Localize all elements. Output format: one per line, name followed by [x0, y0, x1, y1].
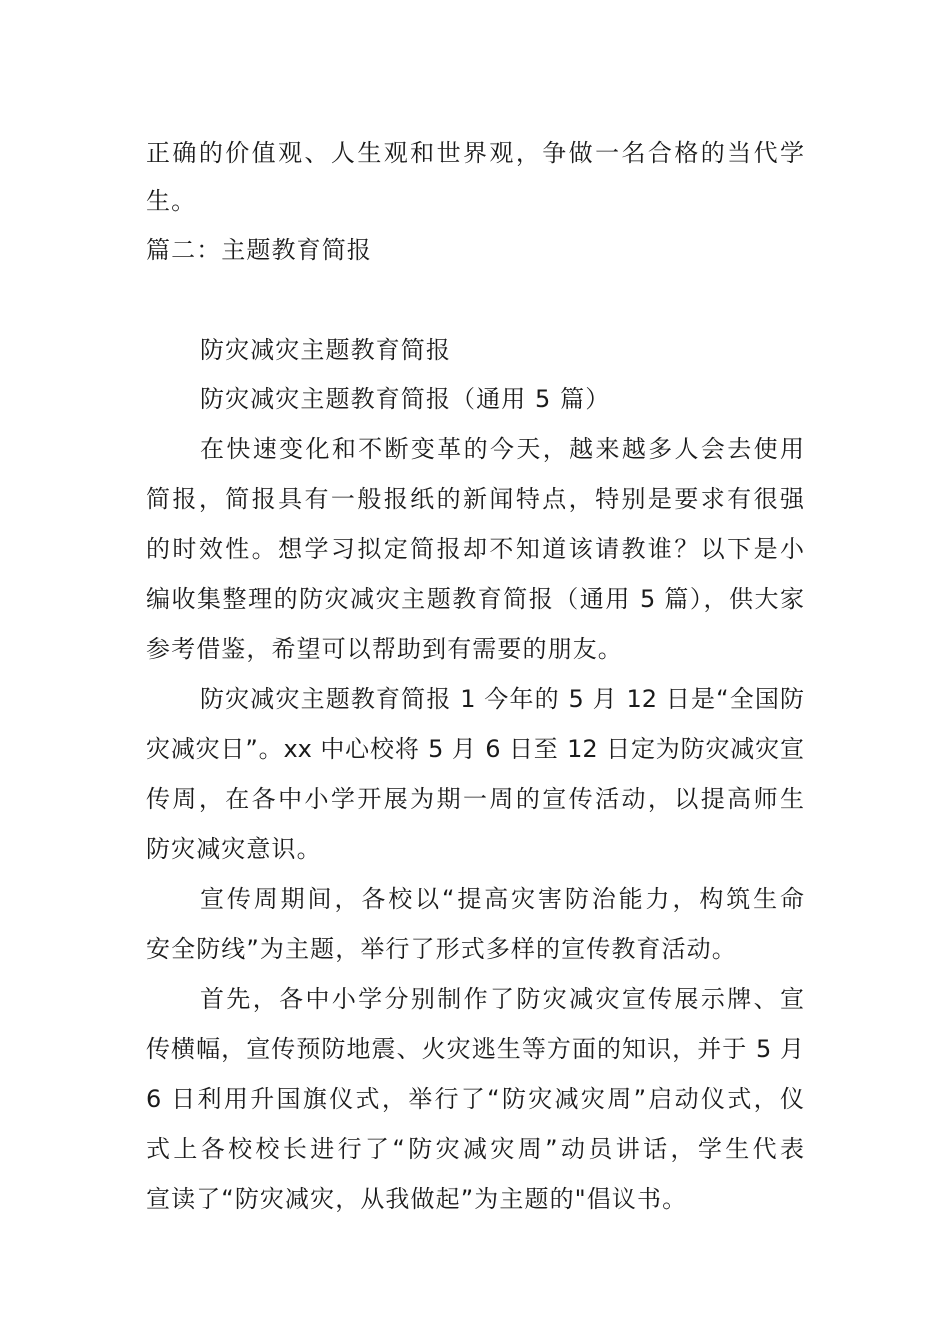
article-subtitle: 防灾减灾主题教育简报（通用 5 篇） — [200, 385, 611, 413]
paragraph-line: 防灾减灾意识。 — [146, 835, 322, 863]
paragraph-line: 的时效性。想学习拟定简报却不知道该请教谁？以下是小 — [146, 535, 804, 563]
article-title: 防灾减灾主题教育简报 — [200, 336, 451, 364]
paragraph-line: 6 日利用升国旗仪式，举行了“防灾减灾周”启动仪式，仪 — [146, 1085, 804, 1113]
section-heading: 篇二：主题教育简报 — [146, 236, 372, 264]
paragraph-line: 防灾减灾主题教育简报 1 今年的 5 月 12 日是“全国防 — [200, 685, 804, 713]
paragraph-line: 安全防线”为主题，举行了形式多样的宣传教育活动。 — [146, 935, 737, 963]
paragraph-line: 参考借鉴，希望可以帮助到有需要的朋友。 — [146, 635, 623, 663]
paragraph-line: 宣传周期间，各校以“提高灾害防治能力，构筑生命 — [200, 885, 804, 913]
paragraph-line: 传横幅，宣传预防地震、火灾逃生等方面的知识，并于 5 月 — [146, 1035, 804, 1063]
paragraph-line: 传周，在各中小学开展为期一周的宣传活动，以提高师生 — [146, 785, 804, 813]
paragraph-line: 简报，简报具有一般报纸的新闻特点，特别是要求有很强 — [146, 485, 804, 513]
paragraph-line: 生。 — [146, 187, 197, 215]
paragraph-line: 编收集整理的防灾减灾主题教育简报（通用 5 篇），供大家 — [146, 585, 804, 613]
paragraph-line: 在快速变化和不断变革的今天，越来越多人会去使用 — [200, 435, 804, 463]
paragraph-line: 灾减灾日”。xx 中心校将 5 月 6 日至 12 日定为防灾减灾宣 — [146, 735, 804, 763]
paragraph-line: 正确的价值观、人生观和世界观，争做一名合格的当代学 — [146, 139, 804, 167]
paragraph-line: 宣读了“防灾减灾，从我做起”为主题的"倡议书。 — [146, 1185, 688, 1213]
paragraph-line: 首先，各中小学分别制作了防灾减灾宣传展示牌、宣 — [200, 985, 804, 1013]
paragraph-line: 式上各校校长进行了“防灾减灾周”动员讲话，学生代表 — [146, 1135, 804, 1163]
